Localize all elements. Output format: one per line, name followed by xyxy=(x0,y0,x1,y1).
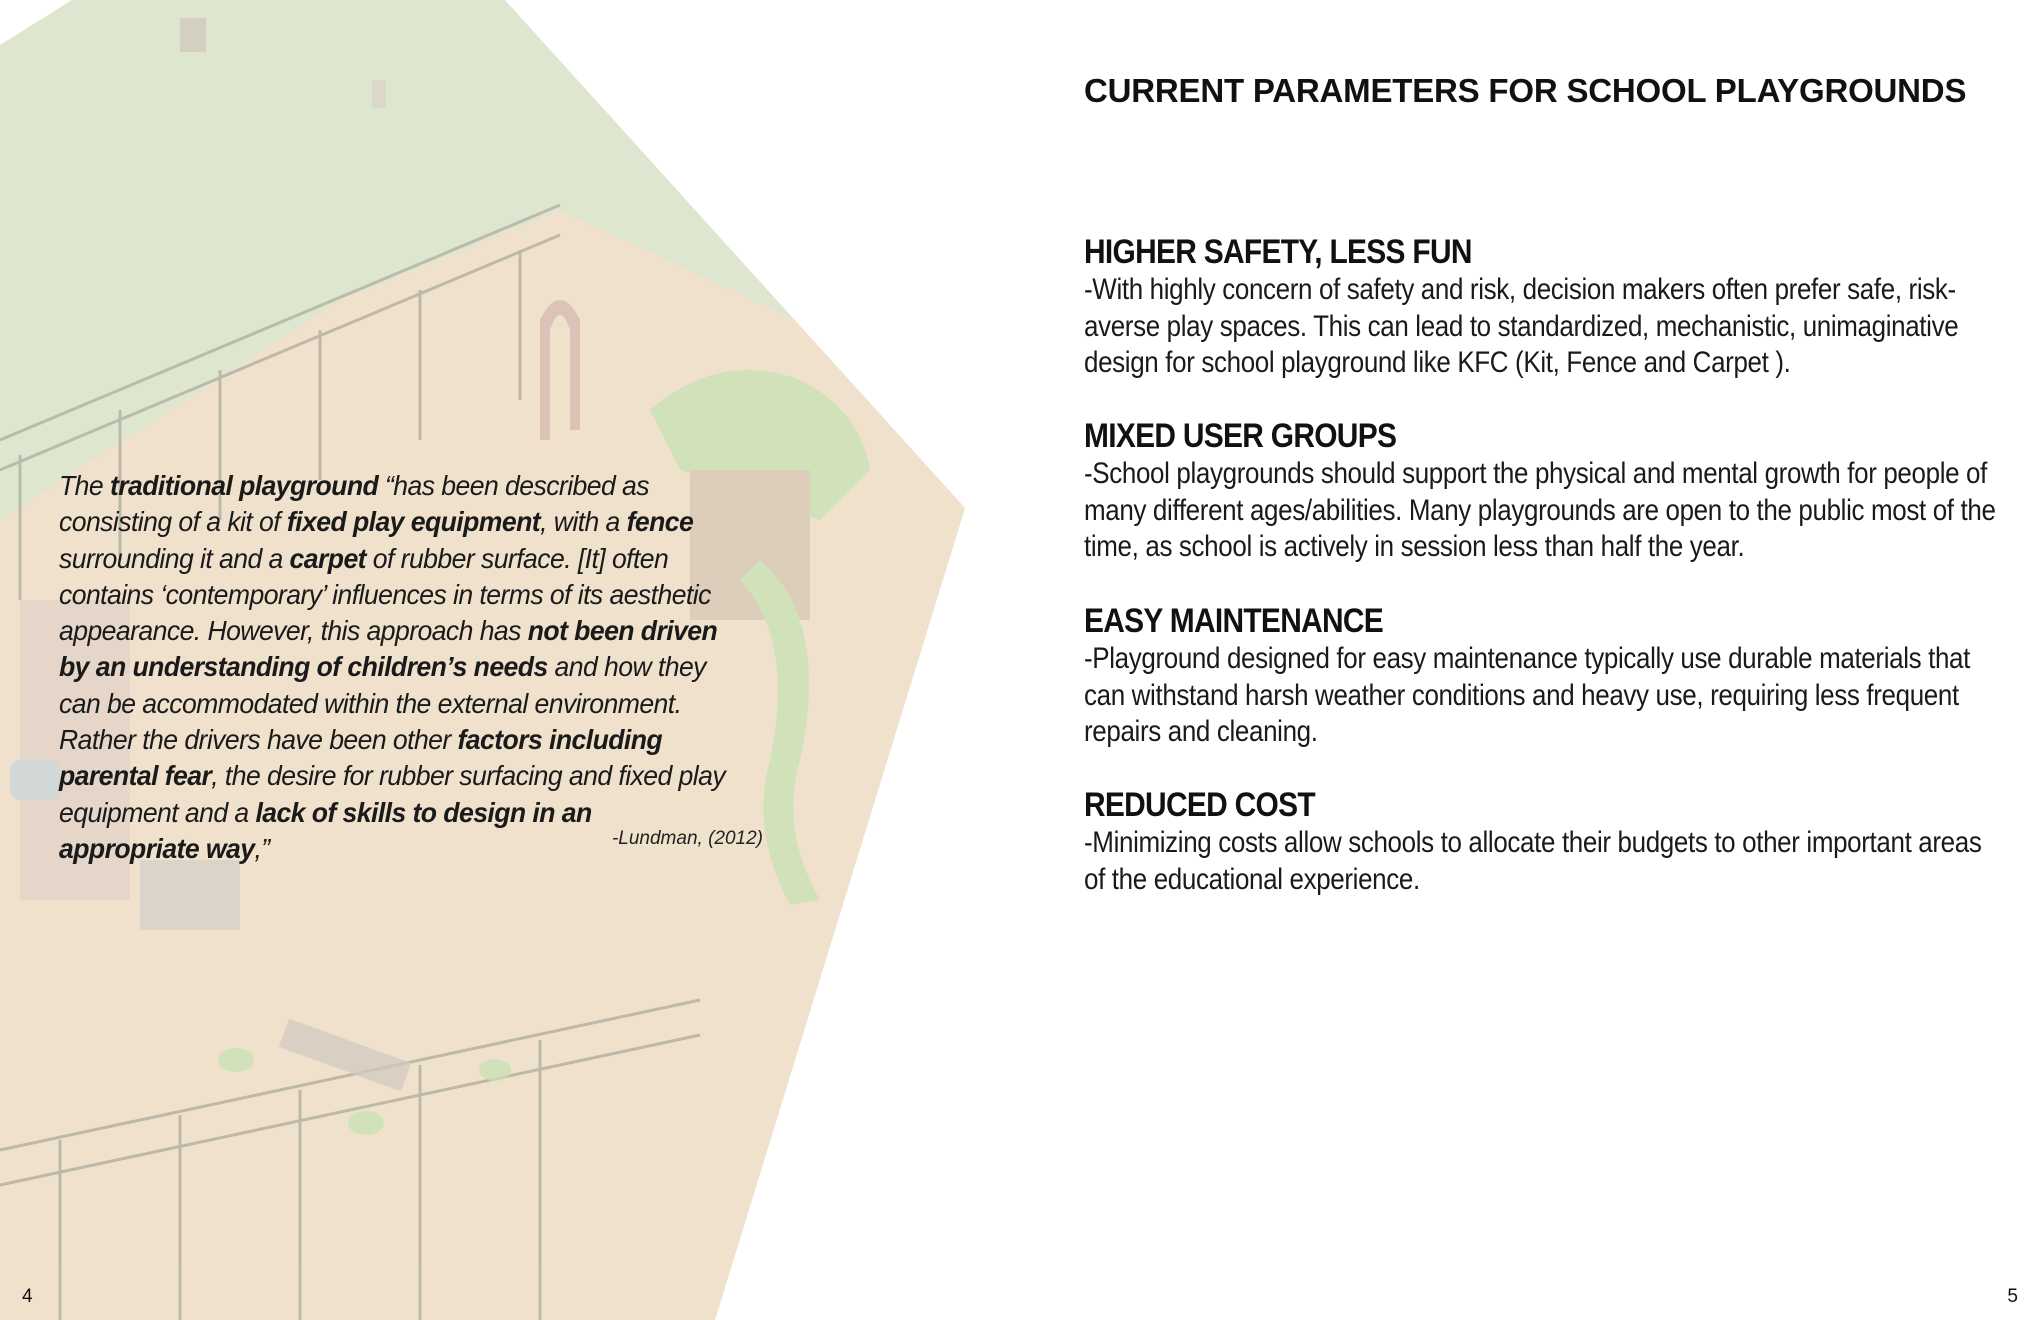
quote-emphasis: fence xyxy=(626,506,694,538)
quote-text: The xyxy=(59,470,110,501)
quote-emphasis: carpet xyxy=(289,542,366,574)
quote-text: ,” xyxy=(254,832,270,864)
quote-text: “has been described as consisting of a kit of xyxy=(59,470,650,538)
page-number-right: 5 xyxy=(2007,1286,2018,1307)
section-reduced-cost xyxy=(1084,785,2004,898)
section-heading: HIGHER SAFETY, LESS FUN xyxy=(1084,233,1472,271)
quote-citation: -Lundman, (2012) xyxy=(611,828,763,849)
section-body: -School playgrounds should support the physical and mental growth for people of many different ages/abilities. Many playgrounds are open to the public most of the time, as school is actively in session less than half the year. xyxy=(1084,457,1996,563)
quote-text: , the desire for rubber surfacing and fixed play equipment and a xyxy=(59,760,726,828)
page-title: CURRENT PARAMETERS FOR SCHOOL PLAYGROUNDS xyxy=(1084,72,1967,109)
lundman-quote xyxy=(59,468,734,867)
section-heading: EASY MAINTENANCE xyxy=(1084,602,1384,640)
section-body: -With highly concern of safety and risk, decision makers often prefer safe, risk-averse play spaces. This can lead to standardized, mechanistic, unimaginative design for school playground like KFC (Kit, Fence and Carpet ). xyxy=(1084,273,1959,379)
quote-text: surrounding it and a xyxy=(59,542,290,574)
section-heading: REDUCED COST xyxy=(1084,786,1315,824)
quote-text: , with a xyxy=(540,506,627,538)
quote-emphasis: factors including parental fear xyxy=(59,724,663,792)
section-higher-safety xyxy=(1084,232,2004,382)
quote-emphasis: fixed play equipment xyxy=(286,506,541,538)
quote-emphasis: not been driven by an understanding of children’s needs xyxy=(59,615,718,683)
section-heading: MIXED USER GROUPS xyxy=(1084,417,1397,455)
page-number-left: 4 xyxy=(22,1286,33,1307)
section-body: -Playground designed for easy maintenance typically use durable materials that can withstand harsh weather conditions and heavy use, requiring less frequent repairs and cleaning. xyxy=(1084,642,1970,748)
quote-text: of rubber surface. [It] often contains ‘contemporary’ influences in terms of its aesthetic appearance. However, this approach has xyxy=(59,542,711,647)
section-body: -Minimizing costs allow schools to allocate their budgets to other important areas of the educational experience. xyxy=(1084,826,1982,896)
quote-emphasis: lack of skills to design in an appropriate way xyxy=(59,796,592,864)
quote-emphasis: traditional playground xyxy=(109,470,379,501)
section-easy-maintenance xyxy=(1084,601,2004,751)
section-mixed-user-groups xyxy=(1084,416,2004,566)
quote-text: and how they can be accommodated within the external environment. Rather the drivers have been other xyxy=(59,651,706,756)
